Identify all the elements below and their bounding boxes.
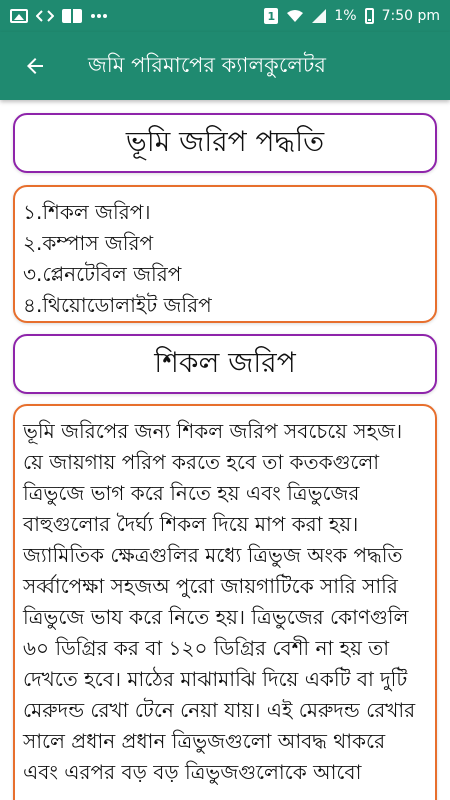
signal-icon <box>312 9 326 23</box>
battery-percent: 1% <box>334 8 357 24</box>
image-icon <box>10 9 28 23</box>
more-icon <box>90 13 108 19</box>
code-icon <box>36 9 54 23</box>
list-item: ৪.থিয়োডোলাইট জরিপ <box>23 293 212 317</box>
list-item: ৩.প্লেনটেবিল জরিপ <box>23 262 182 286</box>
status-bar <box>0 0 450 32</box>
list-item: ১.শিকল জরিপ। <box>23 200 151 224</box>
survey-methods-list-card <box>13 185 437 323</box>
clock-time: 7:50 pm <box>381 8 440 24</box>
arrow-back-icon <box>23 54 47 78</box>
status-left <box>10 9 108 23</box>
survey-methods-heading: ভূমি জরিপ পদ্ধতি <box>125 124 325 158</box>
list-item: ২.কম্পাস জরিপ <box>23 231 154 255</box>
book-icon <box>62 9 82 23</box>
survey-methods-heading-card <box>13 113 437 173</box>
app-title: জমি পরিমাপের ক্যালকুলেটর <box>88 52 326 77</box>
chain-survey-description-card <box>13 404 437 800</box>
sim-icon: 1 <box>264 8 278 24</box>
wifi-icon <box>286 9 304 23</box>
chain-survey-description: ভূমি জরিপের জন্য শিকল জরিপ সবচেয়ে সহজ। য়ে জায়গায় পরিপ করতে হবে তা কতকগুলো ত্রিভুজে ভাগ করে নিতে হয় এবং ত্রিভুজের বাহুগুলোর দৈর্ঘ্য শিকল দিয়ে মাপ করা হয়। জ্যামিতিক ক্ষেত্রগুলির মধ্যে ত্রিভুজ অংক পদ্ধতি সর্ব্বাপেক্ষা সহজঅ পুরো জায়গাটিকে সারি সারি ত্রিভুজে ভায করে নিতে হয়। ত্রিভুজের কোণগুলি ৬০ ডিগ্রির কর বা ১২০ ডিগ্রির বেশী না হয় তা দেখতে হবে। মাঠের মাঝামাঝি দিয়ে একটি বা দুটি মেরুদন্ড রেখা টেনে নেয়া যায়। এই মেরুদন্ড রেখার সালে প্রধান প্রধান ত্রিভুজগুলো আবদ্ধ থাকরে এবং এরপর বড় বড় ত্রিভুজগুলোকে আবো <box>23 419 416 784</box>
battery-icon <box>365 8 374 24</box>
back-button[interactable] <box>0 32 70 100</box>
app-bar <box>0 32 450 100</box>
chain-survey-heading-card <box>13 334 437 394</box>
chain-survey-heading: শিকল জরিপ <box>154 345 296 379</box>
status-right <box>264 8 440 24</box>
